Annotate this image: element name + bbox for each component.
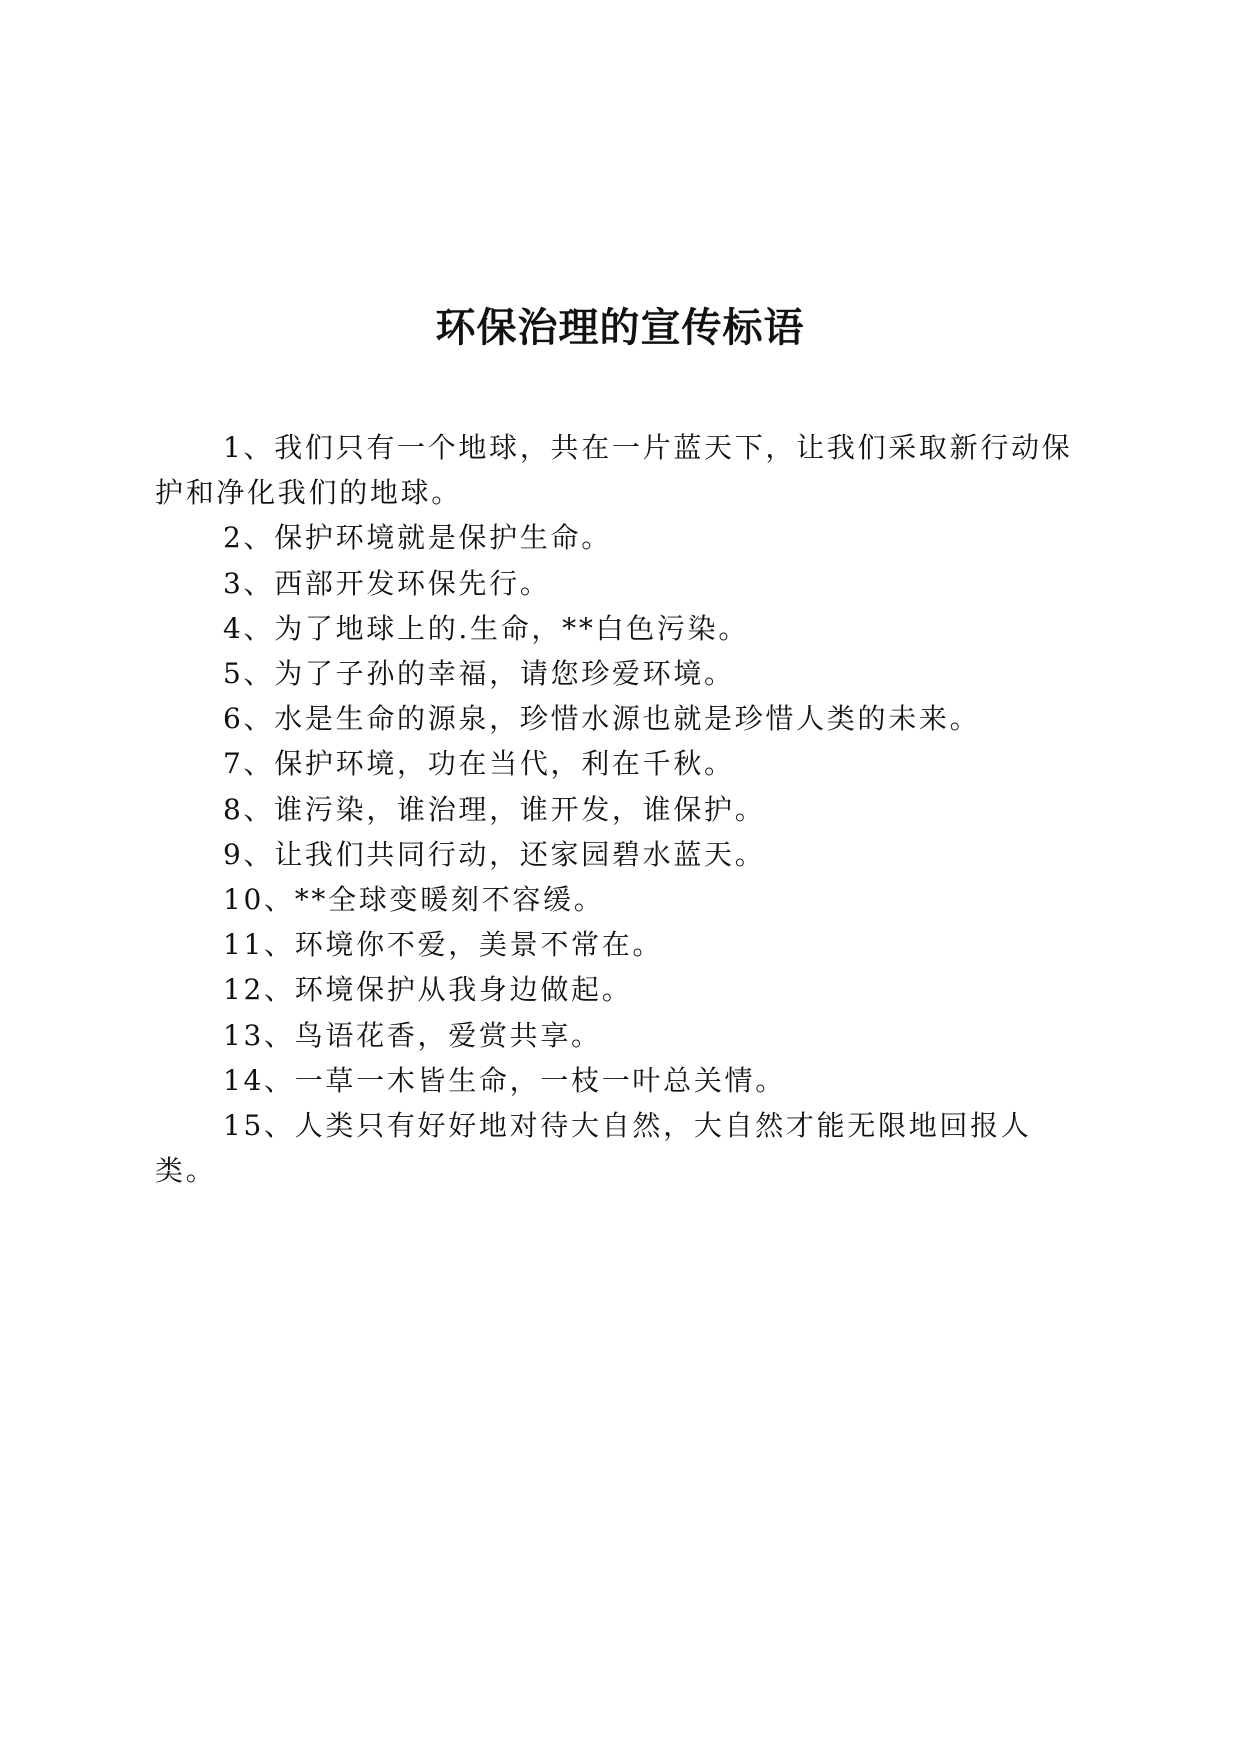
list-item: 7、保护环境，功在当代，利在千秋。 bbox=[223, 747, 735, 781]
list-item: 1、我们只有一个地球，共在一片蓝天下，让我们采取新行动保护和净化我们的地球。 bbox=[155, 431, 1073, 510]
list-item: 15、人类只有好好地对待大自然，大自然才能无限地回报人类。 bbox=[155, 1109, 1032, 1188]
list-item: 13、鸟语花香，爱赏共享。 bbox=[223, 1018, 602, 1052]
list-item: 11、环境你不爱，美景不常在。 bbox=[223, 928, 664, 962]
list-item: 14、一草一木皆生命，一枝一叶总关情。 bbox=[223, 1063, 786, 1097]
list-item: 12、环境保护从我身边做起。 bbox=[223, 973, 633, 1007]
list-item: 2、保护环境就是保护生命。 bbox=[223, 521, 612, 555]
list-item: 6、水是生命的源泉，珍惜水源也就是珍惜人类的未来。 bbox=[223, 702, 981, 736]
page-title: 环保治理的宣传标语 bbox=[435, 305, 805, 351]
list-item: 8、谁污染，谁治理，谁开发，谁保护。 bbox=[223, 792, 766, 826]
list-item: 5、为了子孙的幸福，请您珍爱环境。 bbox=[223, 657, 735, 691]
slogan-list bbox=[155, 425, 1085, 1193]
list-item: 9、让我们共同行动，还家园碧水蓝天。 bbox=[223, 837, 766, 871]
list-item: 10、**全球变暖刻不容缓。 bbox=[223, 883, 605, 917]
list-item: 4、为了地球上的.生命，**白色污染。 bbox=[223, 611, 750, 645]
list-item: 3、西部开发环保先行。 bbox=[223, 566, 551, 600]
